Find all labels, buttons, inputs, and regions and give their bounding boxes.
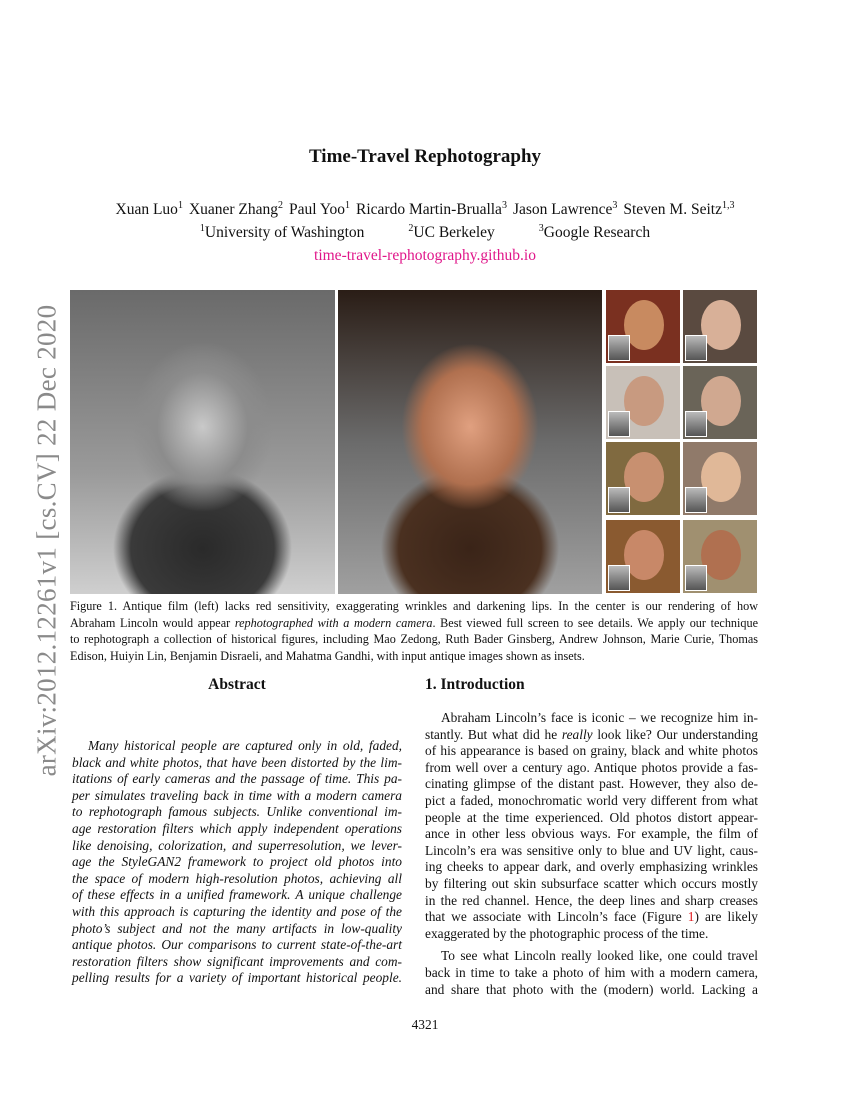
figure-reference-link[interactable]: 1 [687,909,695,925]
historical-figure-thumbnail [606,442,680,515]
arxiv-identifier: arXiv:2012.12261v1 [cs.CV] 22 Dec 2020 [31,304,62,777]
author-name: Xuan Luo$^1$ [115,199,183,218]
text-line: Edison, Huiyin Lin, Benjamin Disraeli, and Mahatma Gandhi, with input antique images shown as insets. [70,648,585,663]
text-line: age the StyleGAN2 framework to project old photos into [72,854,402,870]
affiliation-marker: 3 [612,199,618,211]
text-line: ance in other less obvious ways. For example, the film of [425,826,758,842]
text-line: photo’s subject and not the many artifacts in low-quality [72,920,402,936]
face-image [624,376,664,426]
page-number: 4321 [411,1017,439,1032]
lincoln-antique-photo [70,290,335,594]
affiliation-number: 3 [538,222,544,234]
antique-inset-image [685,411,707,437]
affiliation-list [0,224,850,242]
historical-figure-thumbnail [683,442,757,515]
affiliation-marker: 3 [501,199,507,211]
text-line: cinating glimpse of the distant past. However, they also de- [425,776,758,792]
affiliation-number: 2 [408,222,414,234]
author-name: Jason Lawrence$^3$ [512,199,618,218]
historical-figure-thumbnail [606,290,680,363]
face-image [701,376,741,426]
text-line [425,909,758,926]
face-image [624,452,664,502]
text-segment: Abraham Lincoln would appear [70,615,235,630]
text-segment: stantly. But what did he [425,726,562,742]
text-line: the space of modern high-resolution photos, achieving all [72,870,402,886]
text-line: per simulates traveling back in time with a modern camera [72,787,402,803]
face-image [701,300,741,350]
text-line: to rephotograph a collection of historical figures, including Mao Zedong, Ruth Bader Ginsberg, Andrew Johnson, Marie Curie, Thomas [70,632,758,646]
historical-figure-thumbnail [606,520,680,593]
abstract-heading: Abstract [208,676,266,693]
face-image [624,300,664,350]
text-line: in the red channel. Hence, the deep lines and sharp creases [425,892,758,908]
text-line: restoration filters show significant improvements and com- [72,953,402,969]
introduction-body [425,710,758,998]
project-url-link[interactable]: time-travel-rephotography.github.io [314,247,536,264]
text-line: To see what Lincoln really looked like, one could travel [441,948,758,964]
text-line: Many historical people are captured only in old, faded, [88,738,402,753]
text-line: by filtering out skin subsurface scatter which occurs mostly [425,875,758,891]
text-segment: ) are likely [694,909,758,925]
affiliation [200,224,364,241]
antique-inset-image [608,335,630,361]
text-line: exaggerated by the photographic process of the time. [425,925,709,941]
text-line: age restoration filters which apply independent operations [72,820,402,836]
affiliation [539,224,650,241]
emphasis-text: really [561,726,593,742]
text-line [70,615,758,632]
antique-inset-image [608,487,630,513]
text-line: pict a faded, monochromatic world very different from what [425,792,758,808]
text-line: from well over a century ago. Antique photos provide a fas- [425,759,758,775]
antique-inset-image [608,411,630,437]
historical-figure-thumbnail [683,290,757,363]
text-line: Abraham Lincoln’s face is iconic – we recognize him in- [441,710,758,725]
text-line: pelling results for a variety of important historical people. [72,970,402,986]
text-line: and share that photo with the (modern) world. Lacking a [425,981,758,997]
author-list [0,201,850,219]
author-name: Xuaner Zhang$^2$ [188,199,284,218]
text-line: black and white photos, that have been distorted by the lim- [72,754,402,770]
abstract-body [72,738,402,987]
affiliation-name: UC Berkeley [413,224,495,241]
affiliation [408,224,494,241]
author-name: Paul Yoo$^1$ [289,199,351,218]
face-image [624,530,664,580]
historical-figure-thumbnail [683,366,757,439]
text-line: antique photos. Our comparisons to current state-of-the-art [72,937,402,953]
affiliation-name: University of Washington [204,224,365,241]
emphasis-text: rephotographed with a modern camera [234,615,433,630]
text-segment: . Best viewed full screen to see details. We apply our technique [432,615,758,630]
text-line: Lincoln’s era was sensitive only to blue and UV light, caus- [425,842,758,858]
text-line: itations of early cameras and the passage of time. This pa- [72,771,402,787]
lincoln-rephotographed-image [338,290,602,594]
text-line [425,727,758,744]
affiliation-name: Google Research [543,224,651,241]
text-line: with this approach is capturing the identity and pose of the [72,903,402,919]
face-image [701,530,741,580]
historical-figure-thumbnail [683,520,757,593]
affiliation-marker: 1 [177,199,183,211]
paper-title: Time-Travel Rephotography [308,146,542,167]
text-line: people at the time experienced. Old photos distort appear- [425,809,758,825]
introduction-heading: 1. Introduction [425,676,525,693]
face-image [701,452,741,502]
figure-caption [70,598,758,664]
text-line: of these effects in a unified framework. A unique challenge [72,887,402,903]
antique-inset-image [685,335,707,361]
text-line: like denoising, colorization, and superresolution, we lever- [72,837,402,853]
historical-figure-thumbnail [606,366,680,439]
antique-inset-image [685,487,707,513]
affiliation-number: 1 [199,222,205,234]
text-line: of his appearance is based on grainy, black and white photos [425,743,758,759]
text-line: Figure 1. Antique film (left) lacks red sensitivity, exaggerating wrinkles and darkening lips. In the center is our rendering of how [70,599,758,613]
affiliation-marker: 1 [345,199,351,211]
antique-inset-image [608,565,630,591]
author-name: Steven M. Seitz$^{1,3}$ [623,199,735,218]
affiliation-marker: 1,3 [721,199,735,211]
text-line: to rephotograph famous subjects. Unlike conventional im- [72,804,402,820]
antique-inset-image [685,565,707,591]
author-name: Ricardo Martin-Brualla$^3$ [356,199,507,218]
text-segment: that we associate with Lincoln’s face (Figure [425,909,688,925]
affiliation-marker: 2 [278,199,284,211]
text-line: back in time to take a photo of him with a modern camera, [425,964,758,980]
text-segment: look like? Our understanding [592,726,758,742]
text-line: ing cheeks to appear dark, and overly emphasizing wrinkles [425,859,758,875]
